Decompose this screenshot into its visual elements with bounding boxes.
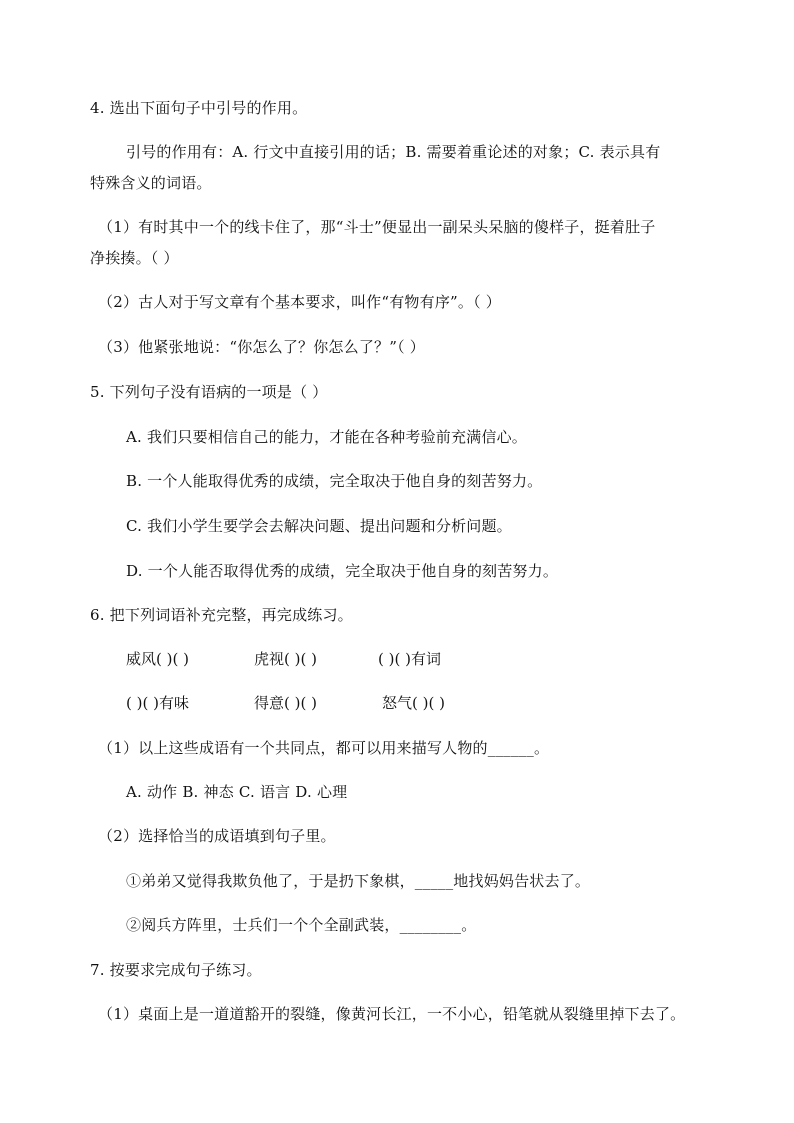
idiom-blank-6: 怒气( )( )	[382, 694, 445, 712]
q7-sentence1: （1）桌面上是一道道豁开的裂缝，像黄河长江，一不小心，铅笔就从裂缝里掉下去了。	[98, 1005, 686, 1023]
q6-title: 6. 把下列词语补充完整，再完成练习。	[90, 606, 353, 624]
q5-option-b: B. 一个人能取得优秀的成绩，完全取决于他自身的刻苦努力。	[126, 472, 543, 490]
q6-sub2-a: ①弟弟又觉得我欺负他了，于是扔下象棋，_____地找妈妈告状去了。	[126, 872, 591, 890]
q6-idiom-row-1	[126, 649, 441, 669]
idiom-blank-5: 得意( )( )	[254, 694, 317, 712]
q5-title: 5. 下列句子没有语病的一项是（ ）	[90, 383, 328, 401]
q6-idiom-row-2	[126, 693, 445, 713]
q5-option-d: D. 一个人能否取得优秀的成绩，完全取决于他自身的刻苦努力。	[126, 562, 559, 580]
q6-sub2-b: ②阅兵方阵里，士兵们一个个全副武装，________。	[126, 916, 477, 934]
q4-title: 4. 选出下面句子中引号的作用。	[90, 99, 308, 117]
q5-option-c: C. 我们小学生要学会去解决问题、提出问题和分析问题。	[126, 517, 512, 535]
idiom-blank-3: ( )( )有词	[378, 650, 441, 668]
idiom-blank-2: 虎视( )( )	[254, 650, 317, 668]
q6-sub2: （2）选择恰当的成语填到句子里。	[98, 827, 336, 845]
q6-sub1: （1）以上这些成语有一个共同点，都可以用来描写人物的______。	[98, 739, 550, 757]
q4-intro-line2: 特殊含义的词语。	[90, 174, 212, 192]
q5-option-a: A. 我们只要相信自己的能力，才能在各种考验前充满信心。	[126, 428, 527, 446]
q7-title: 7. 按要求完成句子练习。	[90, 961, 262, 979]
q4-intro-line1: 引号的作用有：A. 行文中直接引用的话；B. 需要着重论述的对象；C. 表示具有	[126, 143, 661, 161]
idiom-blank-1: 威风( )( )	[126, 650, 189, 668]
idiom-blank-4: ( )( )有味	[126, 694, 189, 712]
q6-sub1-options: A. 动作 B. 神态 C. 语言 D. 心理	[126, 783, 348, 801]
q4-sentence1-line1: （1）有时其中一个的线卡住了，那“斗士”便显出一副呆头呆脑的傻样子，挺着肚子	[98, 218, 656, 236]
q4-sentence2: （2）古人对于写文章有个基本要求，叫作“有物有序”。（ ）	[98, 293, 501, 311]
q4-sentence1-line2: 净挨揍。（ ）	[90, 249, 179, 267]
q4-sentence3: （3）他紧张地说：“你怎么了？你怎么了？”（ ）	[98, 338, 425, 356]
